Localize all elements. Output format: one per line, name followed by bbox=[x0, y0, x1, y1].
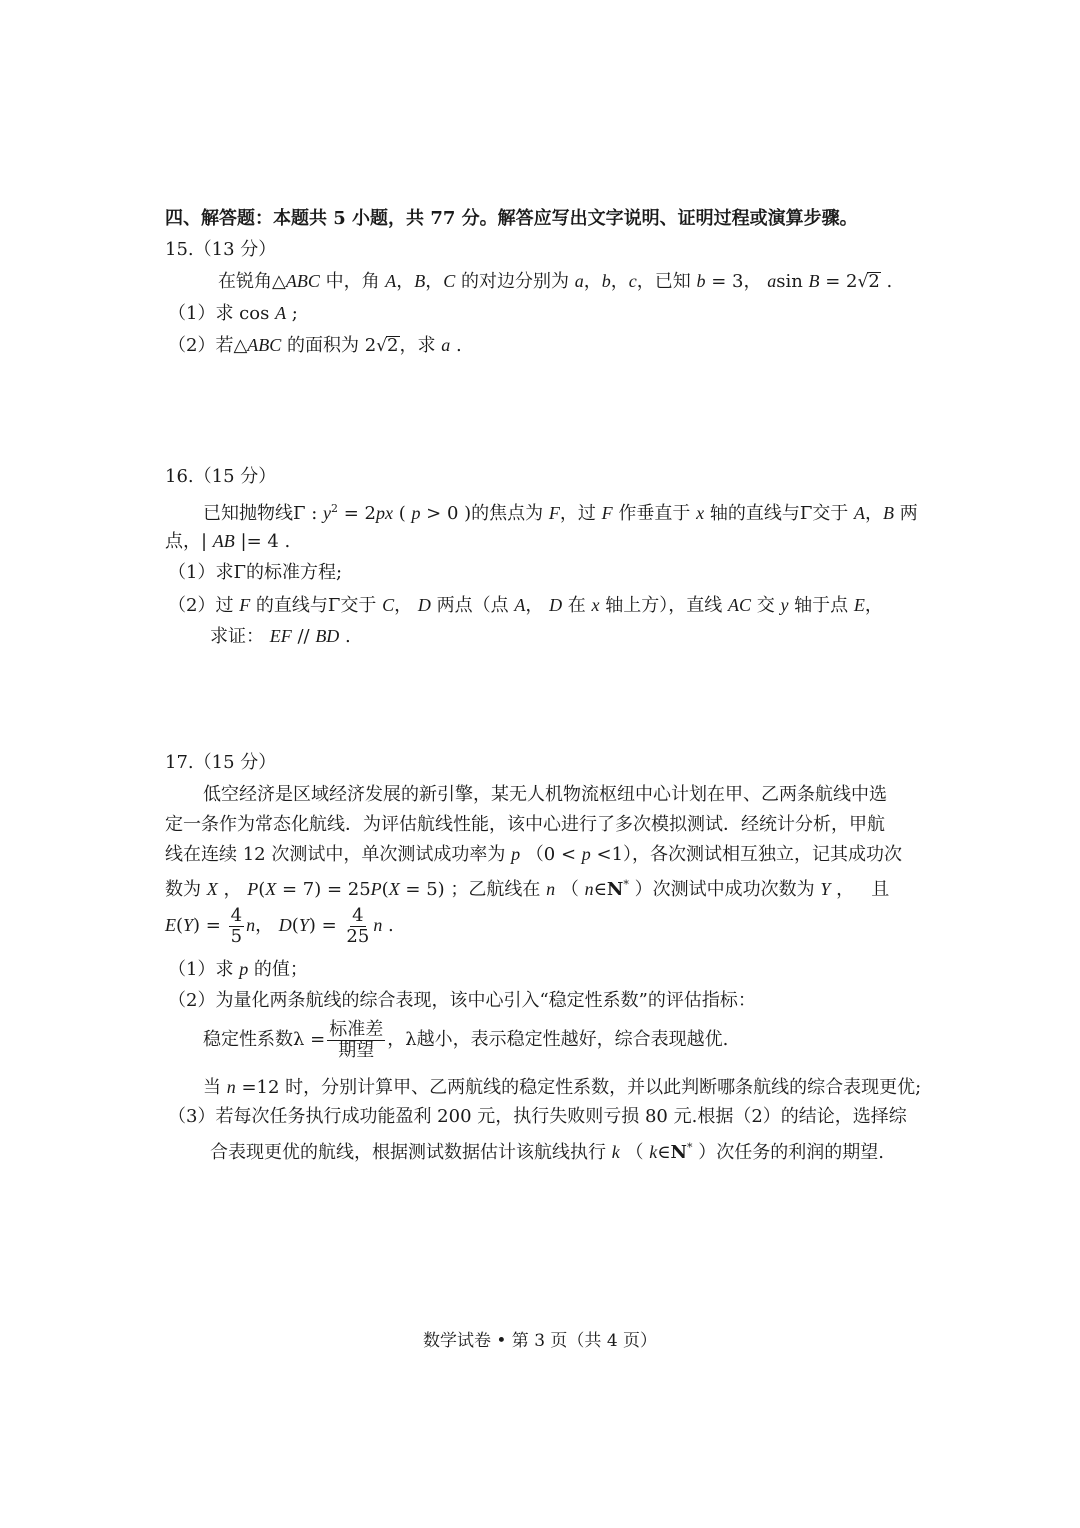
q17-part3-line2: 合表现更优的航线，根据测试数据估计该航线执行 k （ k∈N* ）次任务的利润的期望. bbox=[210, 1141, 884, 1163]
def-denominator: 期望 bbox=[338, 1039, 375, 1061]
q16-head: 16.（15 分） bbox=[165, 466, 277, 487]
def-prefix: 稳定性系数λ = bbox=[203, 1029, 326, 1050]
q17-part2: （2）为量化两条航线的综合表现，该中心引入“稳定性系数”的评估指标： bbox=[168, 990, 756, 1011]
def-suffix: ，λ越小，表示稳定性越好，综合表现越优. bbox=[387, 1029, 729, 1050]
q17-line4: 数为 X ， P(X = 7) = 25P(X = 5) ；乙航线在 n （ n∈N* ）次测试中成功次数为 Y ， 且 bbox=[165, 878, 890, 900]
q15-head: 15.（13 分） bbox=[165, 239, 277, 260]
q17-part2-definition bbox=[203, 1018, 728, 1062]
q16-stem-line2: 点，| AB |= 4 . bbox=[165, 531, 291, 552]
q15-part1: （1）求 cos A ; bbox=[168, 303, 298, 324]
q15-stem: 在锐角△ABC 中，角 A，B，C 的对边分别为 a，b，c，已知 b = 3， asin B = 2√2 . bbox=[218, 271, 893, 292]
q16-part2: （2）过 F 的直线与Γ交于 C， D 两点（点 A， D 在 x 轴上方），直线 AC 交 y 轴于点 E， bbox=[168, 595, 883, 616]
q17-line3: 线在连续 12 次测试中，单次测试成功率为 p （0 < p <1），各次测试相互独立，记其成功次 bbox=[165, 844, 903, 865]
q16-part2-proof: 求证： EF // BD . bbox=[210, 626, 351, 647]
q16-stem-line1: 已知抛物线Γ : $y^2 = 2px$ ( p > 0 )的焦点为 F，过 F 作垂直于 x 轴的直线与Γ交于 A，B 两 bbox=[203, 502, 918, 524]
q17-part1: （1）求 p 的值； bbox=[168, 959, 308, 980]
q17-part3: （3）若每次任务执行成功能盈利 200 元，执行失败则亏损 80 元.根据（2）的结论，选择综 bbox=[168, 1106, 907, 1127]
q15-part2: （2）若△ABC 的面积为 2√2，求 a . bbox=[168, 335, 462, 356]
q17-line2: 定一条作为常态化航线．为评估航线性能，该中心进行了多次模拟测试．经统计分析，甲航 bbox=[165, 814, 885, 835]
q17-part2-task: 当 n =12 时，分别计算甲、乙两航线的稳定性系数，并以此判断哪条航线的综合表现更优; bbox=[203, 1077, 922, 1098]
q17-head: 17.（15 分） bbox=[165, 752, 277, 773]
section-title: 四、解答题：本题共 5 小题，共 77 分。解答应写出文字说明、证明过程或演算步骤。 bbox=[165, 208, 858, 229]
def-numerator: 标准差 bbox=[329, 1018, 384, 1040]
q16-part1: （1）求Γ的标准方程; bbox=[168, 562, 343, 583]
page-footer: 数学试卷 • 第 3 页（共 4 页） bbox=[422, 1331, 658, 1351]
q17-line5: E(Y) = $\frac{4}{5}$ n， D(Y) = $\frac{4}{25}$ n . bbox=[165, 904, 394, 947]
q17-line1: 低空经济是区域经济发展的新引擎，某无人机物流枢纽中心计划在甲、乙两条航线中选 bbox=[203, 784, 887, 805]
